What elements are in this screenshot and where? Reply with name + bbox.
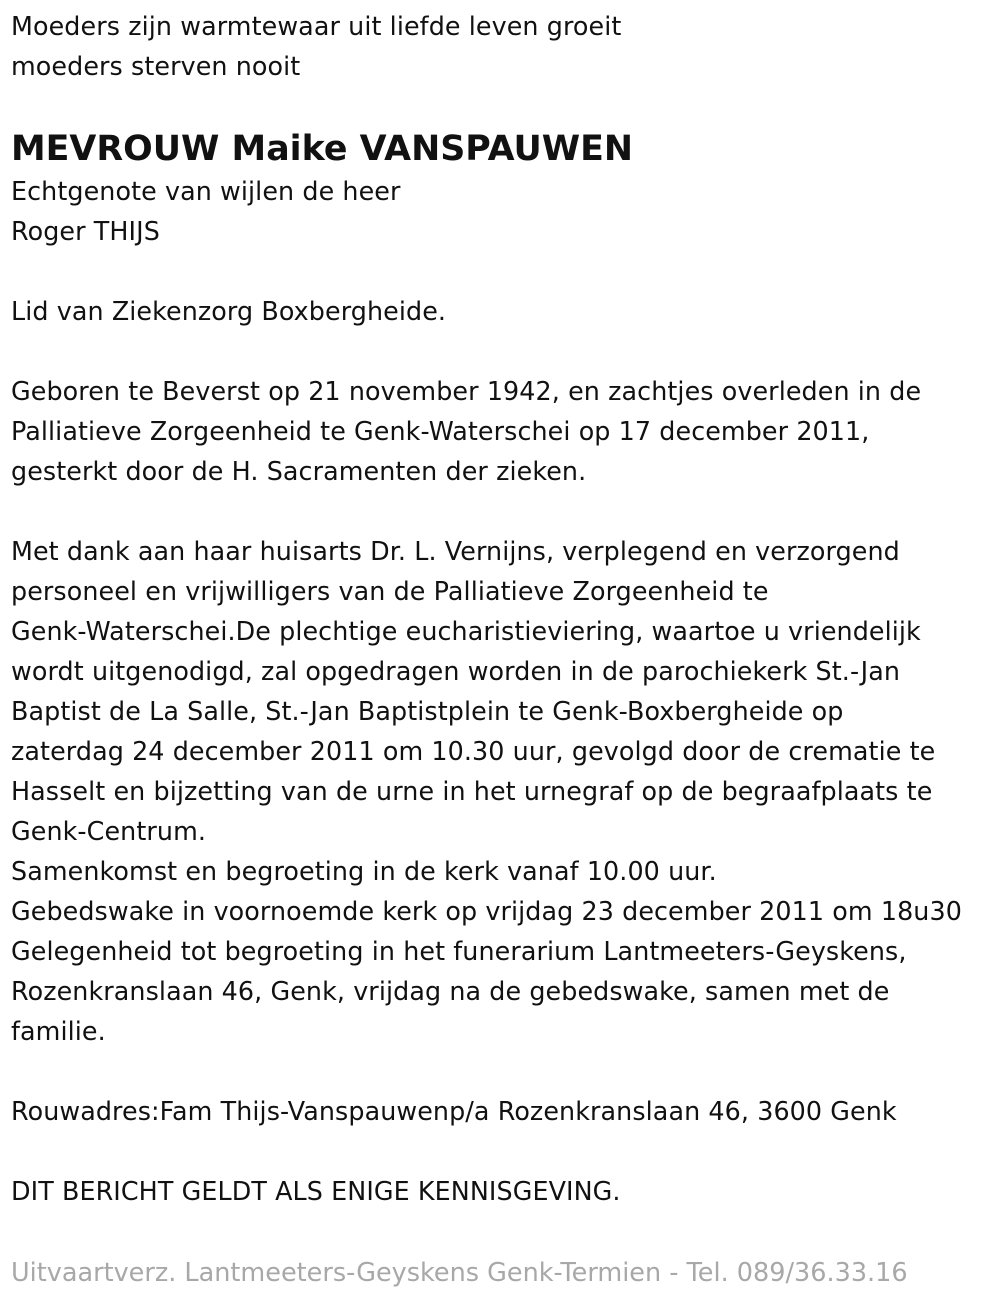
spouse-line-1: Echtgenote van wijlen de heer: [11, 176, 401, 206]
membership-text: Lid van Ziekenzorg Boxbergheide.: [11, 296, 447, 326]
spacer: [11, 1131, 996, 1171]
spacer: [11, 331, 996, 371]
paragraph-line: Gebedswake in voornoemde kerk op vrijdag 23 december 2011 om 18u30: [11, 896, 962, 926]
poem-line-1: Moeders zijn warmtewaar uit liefde leven groeit: [11, 11, 622, 41]
paragraph-line: zaterdag 24 december 2011 om 10.30 uur, gevolgd door de crematie te: [11, 736, 936, 766]
spouse-line-2: Roger THIJS: [11, 216, 160, 246]
paragraph-line: gesterkt door de H. Sacramenten der zieken.: [11, 456, 587, 486]
paragraph-line: Rozenkranslaan 46, Genk, vrijdag na de gebedswake, samen met de: [11, 976, 890, 1006]
paragraph-line: wordt uitgenodigd, zal opgedragen worden in de parochiekerk St.-Jan: [11, 656, 901, 686]
paragraph-line: familie.: [11, 1016, 106, 1046]
spacer: [11, 251, 996, 291]
deceased-name-heading: MEVROUW Maike VANSPAUWEN: [11, 129, 634, 169]
paragraph-line: Geboren te Beverst op 21 november 1942, en zachtjes overleden in de: [11, 376, 922, 406]
paragraph-line: Hasselt en bijzetting van de urne in het urnegraf op de begraafplaats te: [11, 776, 933, 806]
official-notice: DIT BERICHT GELDT ALS ENIGE KENNISGEVING.: [11, 1176, 621, 1206]
paragraph-line: Gelegenheid tot begroeting in het funerarium Lantmeeters-Geyskens,: [11, 936, 907, 966]
birth-death-paragraph: [11, 371, 996, 491]
paragraph-line: Palliatieve Zorgeenheid te Genk-Waterschei op 17 december 2011,: [11, 416, 870, 446]
spacer: [11, 1051, 996, 1091]
paragraph-line: Met dank aan haar huisarts Dr. L. Vernijns, verplegend en verzorgend: [11, 536, 900, 566]
mourning-address: Rouwadres:Fam Thijs-Vanspauwenp/a Rozenkranslaan 46, 3600 Genk: [11, 1096, 897, 1126]
paragraph-line: Genk-Centrum.: [11, 816, 207, 846]
paragraph-line: Samenkomst en begroeting in de kerk vanaf 10.00 uur.: [11, 856, 717, 886]
obituary-notice: [11, 6, 996, 1211]
funeral-home-footer: Uitvaartverz. Lantmeeters-Geyskens Genk-Termien - Tel. 089/36.33.16: [11, 1258, 908, 1288]
paragraph-line: Genk-Waterschei.De plechtige eucharistieviering, waartoe u vriendelijk: [11, 616, 921, 646]
thanks-ceremony-paragraph: [11, 531, 996, 1051]
poem-line-2: moeders sterven nooit: [11, 51, 301, 81]
spacer: [11, 491, 996, 531]
paragraph-line: personeel en vrijwilligers van de Palliatieve Zorgeenheid te: [11, 576, 769, 606]
paragraph-line: Baptist de La Salle, St.-Jan Baptistplein te Genk-Boxbergheide op: [11, 696, 844, 726]
